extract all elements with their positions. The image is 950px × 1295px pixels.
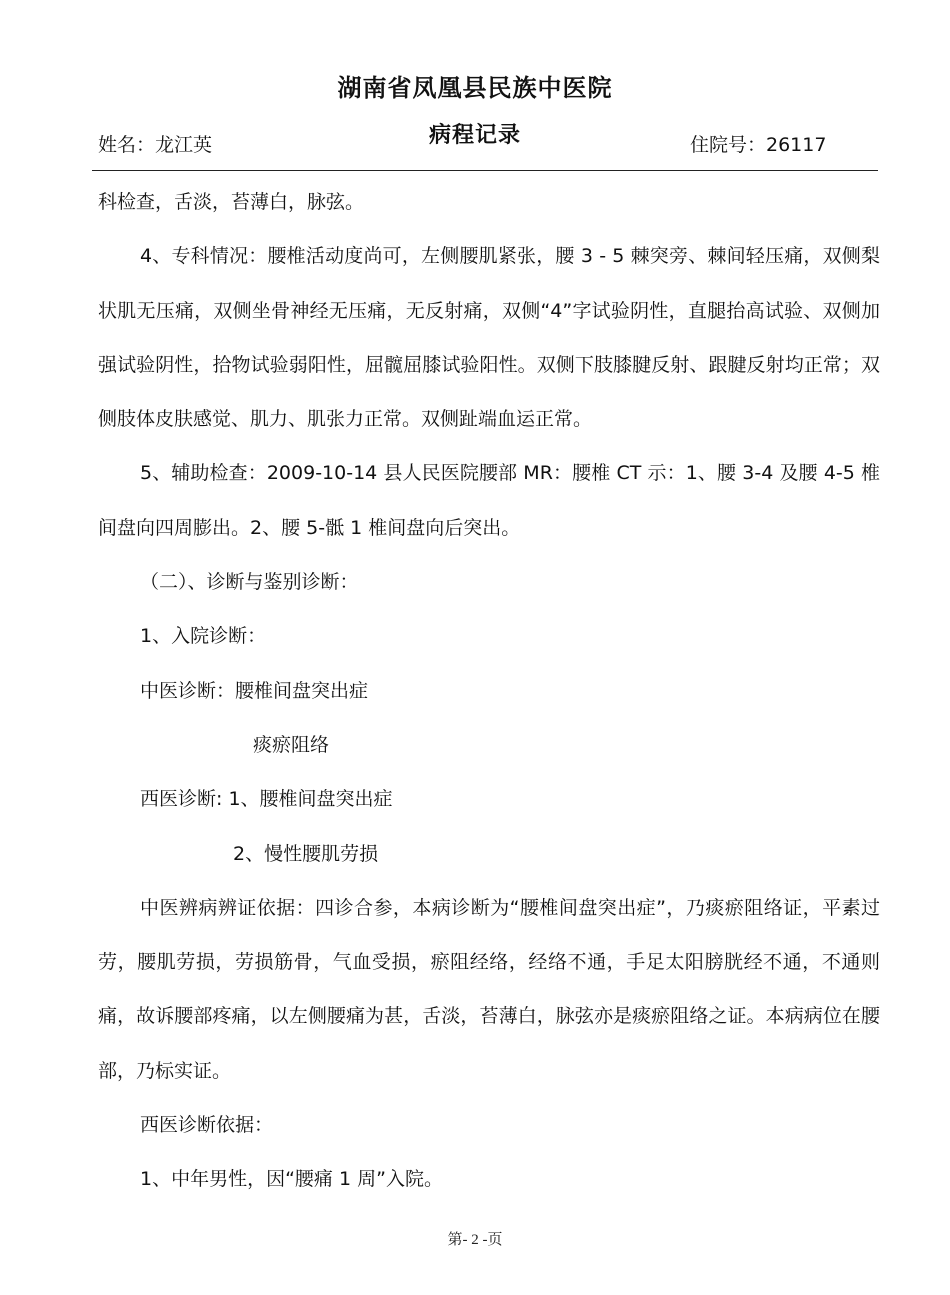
patient-name: 姓名：龙江英 xyxy=(98,134,213,156)
specialty-findings-paragraph: 4、专科情况：腰椎活动度尚可，左侧腰肌紧张，腰 3 - 5 棘突旁、棘间轻压痛，双侧梨状肌无压痛，双侧坐骨神经无压痛，无反射痛，双侧“4”字试验阴性，直腿抬高试验、双侧加强试验阴性，拾物试验弱阳性，屈髋屈膝试验阳性。双侧下肢膝腱反射、跟腱反射均正常；双侧肢体皮肤感觉、肌力、肌张力正常。双侧趾端血运正常。 xyxy=(98,245,880,431)
auxiliary-exam-paragraph: 5、辅助检查：2009-10-14 县人民医院腰部 MR：腰椎 CT 示：1、腰 3-4 及腰 4-5 椎间盘向四周膨出。2、腰 5-骶 1 椎间盘向后突出。 xyxy=(98,462,880,539)
hospital-title: 湖南省凤凰县民族中医院 xyxy=(337,74,613,102)
admission-number: 住院号：26117 xyxy=(690,134,827,156)
tcm-diagnosis: 中医诊断：腰椎间盘突出症 xyxy=(140,679,369,702)
western-diagnosis-2: 2、慢性腰肌劳损 xyxy=(233,842,379,865)
western-basis-item-1: 1、中年男性，因“腰痛 1 周”入院。 xyxy=(140,1168,443,1191)
tcm-basis-paragraph: 中医辨病辨证依据：四诊合参，本病诊断为“腰椎间盘突出症”，乃痰瘀阻络证，平素过劳，腰肌劳损，劳损筋骨，气血受损，瘀阻经络，经络不通，手足太阳膀胱经不通，不通则痛，故诉腰部疼痛，以左侧腰痛为甚，舌淡，苔薄白，脉弦亦是痰瘀阻络之证。本病病位在腰部，乃标实证。 xyxy=(98,896,880,1082)
diagnosis-section-heading: （二）、诊断与鉴别诊断： xyxy=(140,571,359,594)
admission-diagnosis-heading: 1、入院诊断： xyxy=(140,625,267,648)
header-divider xyxy=(92,170,878,171)
record-title: 病程记录 xyxy=(428,123,521,148)
tcm-syndrome: 痰瘀阻络 xyxy=(253,733,330,756)
western-basis-heading: 西医诊断依据： xyxy=(140,1114,274,1137)
record-body xyxy=(98,175,880,1207)
exam-continuation: 科检查，舌淡，苔薄白，脉弦。 xyxy=(98,191,365,213)
page-number: 第- 2 -页 xyxy=(447,1232,503,1248)
western-diagnosis-1: 西医诊断: 1、腰椎间盘突出症 xyxy=(140,788,393,811)
